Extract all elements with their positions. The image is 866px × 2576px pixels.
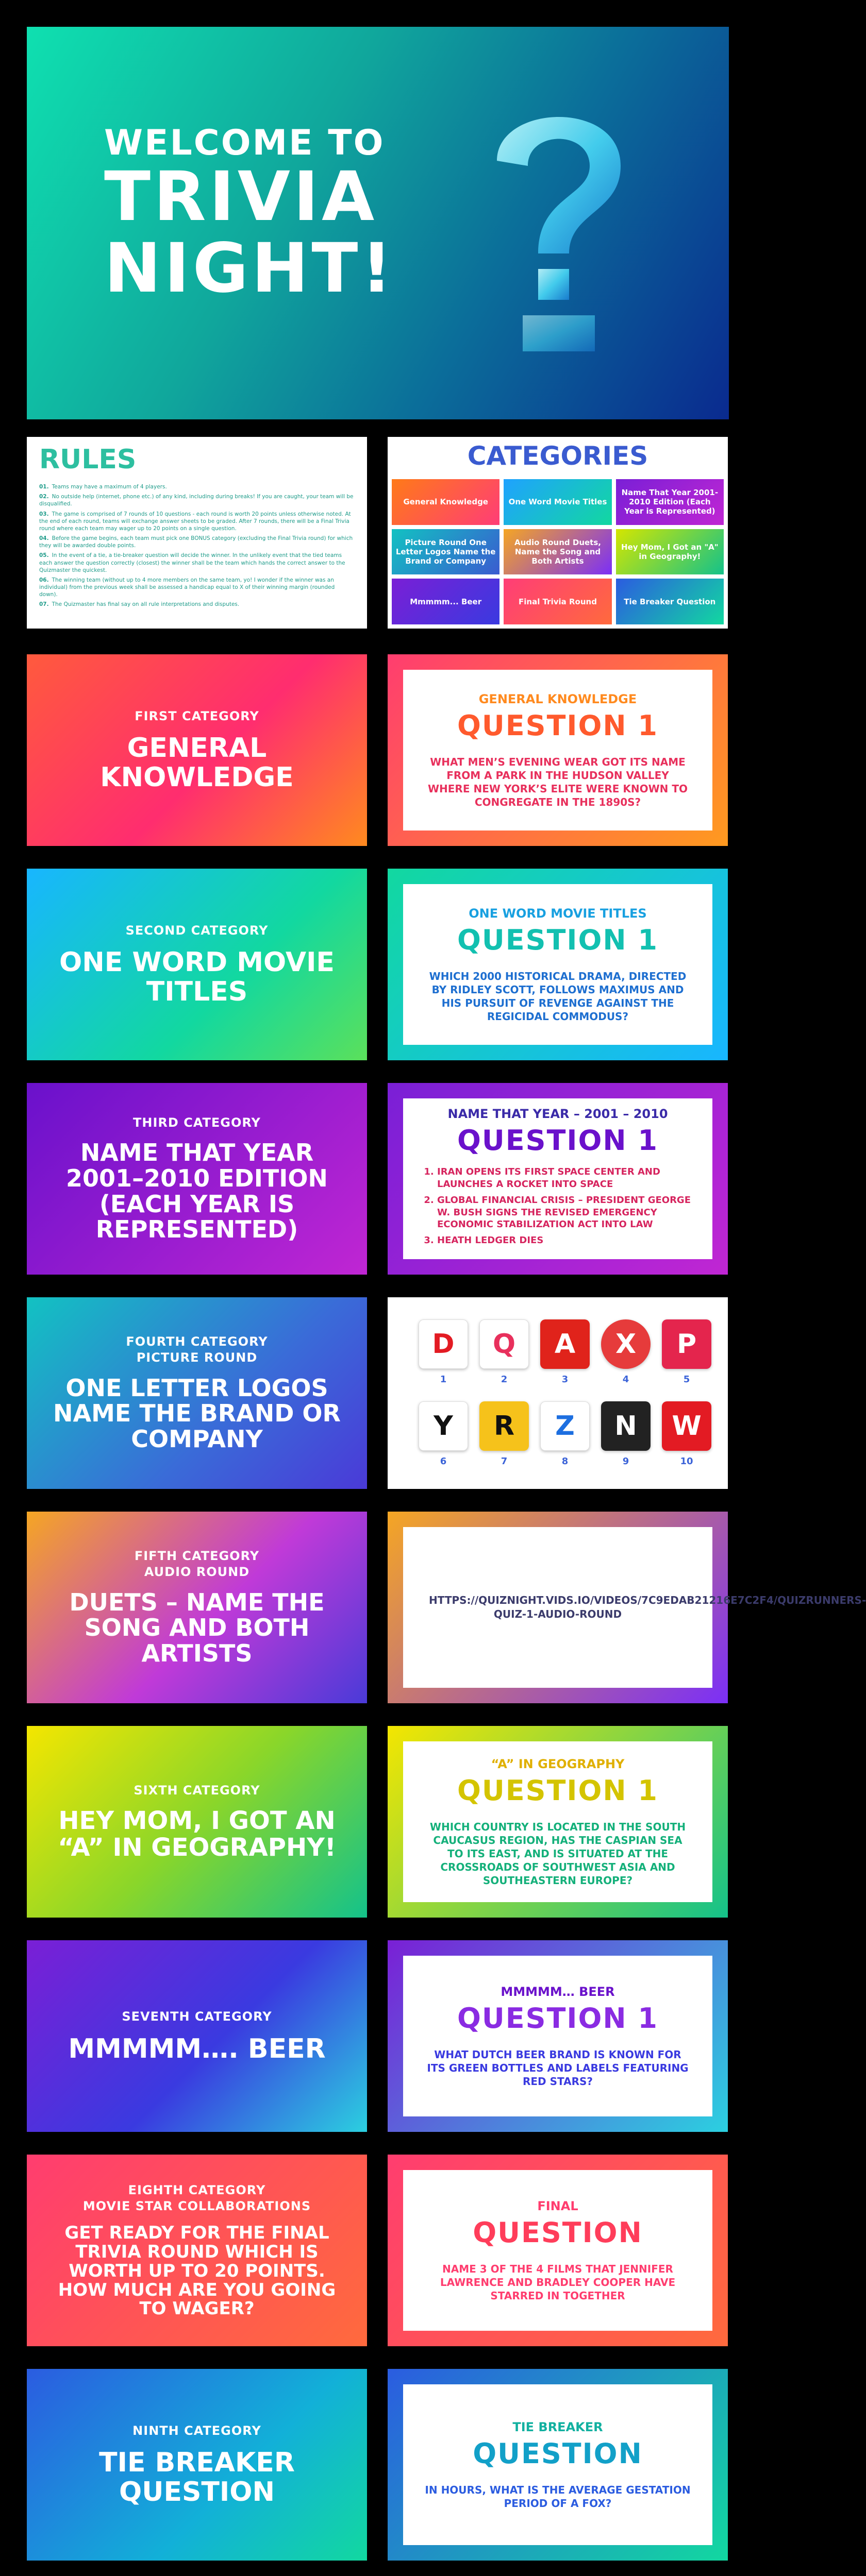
question-text: WHAT DUTCH BEER BRAND IS KNOWN FOR ITS GREEN BOTTLES AND LABELS FEATURING RED STARS? [427, 2048, 689, 2088]
section-slide-6 [27, 1726, 367, 1918]
section-name: GET READY FOR THE FINAL TRIVIA ROUND WHICH IS WORTH UP TO 20 POINTS. HOW MUCH ARE YOU GOING TO WAGER? [58, 2223, 336, 2319]
section-label: FIFTH CATEGORY [134, 1549, 260, 1564]
n-logo-icon: N [601, 1401, 651, 1451]
question-text: WHICH 2000 HISTORICAL DRAMA, DIRECTED BY RIDLEY SCOTT, FOLLOWS MAXIMUS AND HIS PURSUIT OF REVENGE AGAINST THE REGICIDAL COMMODUS? [429, 970, 687, 1023]
category-cell: Hey Mom, I Got an "A" in Geography! [616, 529, 724, 575]
y-logo-icon: Y [419, 1401, 468, 1451]
logo-item: D 1 [419, 1316, 468, 1388]
logo-item: Q 2 [479, 1316, 529, 1388]
logos-grid [388, 1297, 728, 1489]
logo-item: A 3 [540, 1316, 590, 1388]
category-cell: Mmmmm... Beer [392, 579, 499, 624]
logo-item: P 5 [662, 1316, 711, 1388]
audio-slide [388, 1512, 866, 1703]
rule-item: 04. Before the game begins, each team must pick one BONUS category (excluding the Final Trivia round) for which they will be awarded double points. [39, 535, 353, 549]
category-cell: General Knowledge [392, 479, 499, 525]
rules-title: RULES [39, 444, 137, 475]
hero-title [104, 123, 395, 308]
question-slide-9 [388, 2369, 728, 2561]
hero-line-1: WELCOME TO [104, 123, 385, 163]
a-logo-icon: A [540, 1319, 590, 1369]
question-slide-6 [388, 1726, 728, 1918]
question-heading: QUESTION 1 [457, 1124, 658, 1157]
question-slide-7 [388, 1940, 728, 2132]
category-cell: Final Trivia Round [504, 579, 611, 624]
section-name: HEY MOM, I GOT AN “A” IN GEOGRAPHY! [58, 1806, 336, 1862]
rule-item: 05. In the event of a tie, a tie-breaker question will decide the winner. In the unlikely event that the tied teams each answer the question correctly (closest) the winner shall be the team which hands the correct answer to the Quizmaster the quickest. [39, 552, 345, 573]
x-logo-icon: X [601, 1319, 651, 1369]
logos-slide [388, 1297, 728, 1489]
section-label: SIXTH CATEGORY [134, 1783, 260, 1798]
category-cell: Name That Year 2001-2010 Edition (Each Year is Represented) [616, 479, 724, 525]
hero-line-2: TRIVIA [104, 157, 378, 237]
p-logo-icon: P [662, 1319, 711, 1369]
section-slide-5 [27, 1512, 367, 1703]
hero-line-3: NIGHT! [104, 228, 395, 308]
question-text: WHAT MEN’S EVENING WEAR GOT ITS NAME FROM A PARK IN THE HUDSON VALLEY WHERE NEW YORK’S ELITE WERE KNOWN TO CONGREGATE IN THE 1890S? [427, 755, 688, 808]
question-slide-3 [388, 1083, 728, 1275]
section-slide-8 [27, 2155, 367, 2346]
list-item: 1. IRAN OPENS ITS FIRST SPACE CENTER AND LAUNCHES A ROCKET INTO SPACE [437, 1166, 692, 1190]
section-slide-2 [27, 869, 367, 1060]
categories-grid [392, 479, 724, 624]
section-label: EIGHTH CATEGORY [128, 2183, 266, 2198]
section-label: FOURTH CATEGORY [126, 1334, 268, 1349]
section-name: DUETS – NAME THE SONG AND BOTH ARTISTS [69, 1588, 325, 1668]
rule-item: 06. The winning team (without up to 4 more members on the same team, yo! I wonder if the winner was an individual) from the previous week shall be assessed a handicap equal to X of their winning margin (rounded down). [39, 577, 335, 598]
question-slide-1 [388, 654, 728, 846]
rules-list [39, 483, 355, 611]
section-name: ONE LETTER LOGOS NAME THE BRAND OR COMPANY [53, 1374, 341, 1453]
category-cell: Picture Round One Letter Logos Name the Brand or Company [392, 529, 499, 575]
section-sublabel: PICTURE ROUND [136, 1350, 258, 1365]
z-logo-icon: Z [540, 1401, 590, 1451]
section-slide-1 [27, 654, 367, 846]
list-item: 3. HEATH LEDGER DIES [437, 1234, 692, 1246]
question-heading: QUESTION 1 [457, 709, 658, 742]
section-sublabel: AUDIO ROUND [144, 1565, 250, 1580]
audio-link[interactable]: HTTPS://QUIZNIGHT.VIDS.IO/VIDEOS/7C9EDAB21216E7C2F4/QUIZRUNNERS-QUIZ-1-AUDIO-ROUND [429, 1594, 866, 1620]
question-text: IN HOURS, WHAT IS THE AVERAGE GESTATION PERIOD OF A FOX? [425, 2483, 691, 2510]
logo-item: R 7 [479, 1398, 529, 1470]
question-heading: QUESTION [473, 2216, 643, 2249]
question-heading: QUESTION 1 [457, 1774, 658, 1807]
question-mark-icon [466, 83, 652, 372]
question-text: NAME 3 OF THE 4 FILMS THAT JENNIFER LAWRENCE AND BRADLEY COOPER HAVE STARRED IN TOGETHER [440, 2262, 676, 2302]
r-logo-icon: R [479, 1401, 529, 1451]
section-slide-3 [27, 1083, 367, 1275]
question-slide-2 [388, 869, 728, 1060]
question-heading: QUESTION [473, 2437, 643, 2470]
section-label: SECOND CATEGORY [125, 923, 269, 938]
rules-slide [27, 437, 367, 629]
logo-item: Z 8 [540, 1398, 590, 1470]
question-category: FINAL [537, 2198, 578, 2213]
section-sublabel: MOVIE STAR COLLABORATIONS [82, 2199, 311, 2214]
question-category: ONE WORD MOVIE TITLES [469, 906, 647, 921]
section-label: NINTH CATEGORY [132, 2424, 261, 2438]
section-label: FIRST CATEGORY [135, 709, 259, 724]
categories-slide [388, 437, 728, 629]
section-label: SEVENTH CATEGORY [122, 2009, 272, 2024]
categories-title: CATEGORIES [467, 441, 648, 471]
section-name: NAME THAT YEAR 2001–2010 EDITION (EACH YEAR IS REPRESENTED) [66, 1139, 328, 1244]
logo-item: N 9 [601, 1398, 651, 1470]
rule-item: 07. The Quizmaster has final say on all rule interpretations and disputes. [39, 601, 240, 608]
question-category: NAME THAT YEAR – 2001 – 2010 [447, 1107, 668, 1122]
logo-item: Y 6 [419, 1398, 468, 1470]
category-cell: Tie Breaker Question [616, 579, 724, 624]
d-logo-icon: D [419, 1319, 468, 1369]
hero-slide [27, 27, 729, 419]
question-category: “A” IN GEOGRAPHY [491, 1756, 625, 1771]
question-heading: QUESTION 1 [457, 923, 658, 956]
question-slide-8 [388, 2155, 728, 2346]
rule-item: 01. Teams may have a maximum of 4 players. [39, 484, 167, 490]
section-name: MMMMM…. BEER [68, 2033, 326, 2064]
section-slide-4 [27, 1297, 367, 1489]
logo-item: X 4 [601, 1316, 651, 1388]
section-name: TIE BREAKER QUESTION [99, 2447, 295, 2507]
rule-item: 02. No outside help (internet, phone etc.) of any kind, including during breaks! If you are caught, your team will be disqualified. [39, 494, 354, 507]
logo-item: W 10 [662, 1398, 711, 1470]
section-slide-7 [27, 1940, 367, 2132]
list-item: 2. GLOBAL FINANCIAL CRISIS – PRESIDENT GEORGE W. BUSH SIGNS THE REVISED EMERGENCY ECONOMIC STABILIZATION ACT INTO LAW [437, 1194, 692, 1230]
category-cell: One Word Movie Titles [504, 479, 611, 525]
w-logo-icon: W [662, 1401, 711, 1451]
question-heading: QUESTION 1 [457, 2002, 658, 2035]
question-category: TIE BREAKER [512, 2419, 603, 2434]
q-logo-icon: Q [479, 1319, 529, 1369]
section-slide-9 [27, 2369, 367, 2561]
section-label: THIRD CATEGORY [133, 1115, 261, 1130]
question-category: GENERAL KNOWLEDGE [478, 691, 637, 706]
category-cell: Audio Round Duets, Name the Song and Both Artists [504, 529, 611, 575]
question-text: WHICH COUNTRY IS LOCATED IN THE SOUTH CAUCASUS REGION, HAS THE CASPIAN SEA TO ITS EAST, AND IS SITUATED AT THE CROSSROADS OF SOUTHWEST ASIA AND SOUTHEASTERN EUROPE? [429, 1820, 686, 1887]
question-list [424, 1166, 692, 1250]
section-name: GENERAL KNOWLEDGE [100, 733, 294, 793]
rule-item: 03. The game is comprised of 7 rounds of 10 questions - each round is worth 20 points unless otherwise noted. At the end of each round, teams will exchange answer sheets to be graded. After 7 rounds, there will be a Final Trivia round where each team may wager up to 20 points on a single question. [39, 511, 351, 532]
question-category: MMMMM… BEER [501, 1984, 615, 1999]
section-name: ONE WORD MOVIE TITLES [59, 947, 335, 1007]
